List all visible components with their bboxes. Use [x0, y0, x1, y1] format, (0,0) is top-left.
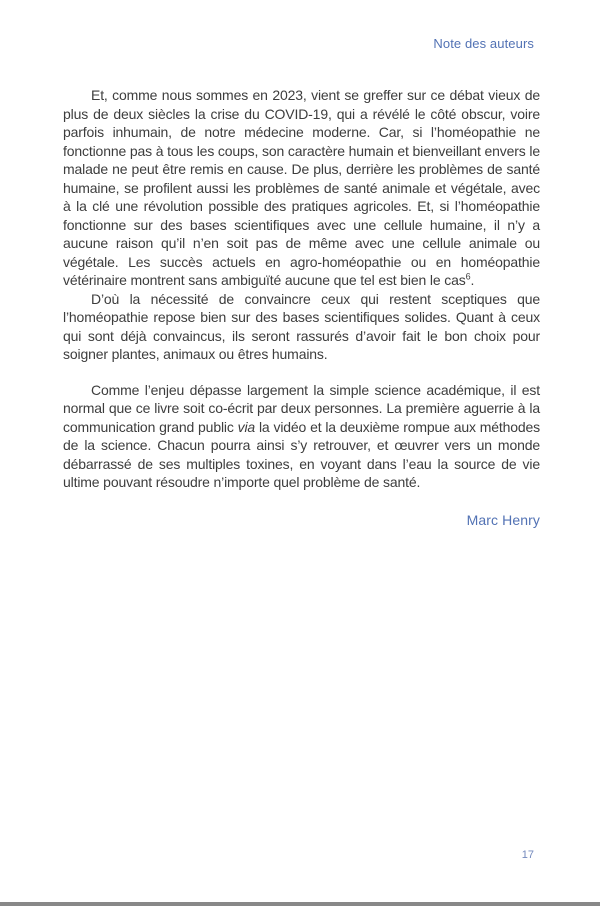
page-number: 17	[521, 849, 534, 861]
paragraph-debat-covid	[63, 86, 540, 290]
footnote-marker: 6	[465, 271, 471, 282]
text-segment: Comme l’enjeu dépasse largement la simple science académique, il est normal que ce livre soit co-écrit par deux personnes. La première aguerrie à la communication grand public	[63, 381, 540, 435]
paragraph-necessite-convaincre	[63, 290, 540, 364]
paragraph-enjeu-coecrit	[63, 381, 540, 492]
text-segment: la vidéo et la deuxième rompue aux méthodes de la science. Chacun pourra ainsi s’y retrouver, et œuvrer vers un monde débarrassé de ses multiples toxines, en voyant dans l’eau la source de vie ultime pouvant résoudre n’importe quel problème de santé.	[63, 418, 540, 490]
text-segment: D’où la nécessité de convaincre ceux qui restent sceptiques que l’homéopathie repose bien sur des bases scientifiques solides. Quant à ceux qui sont déjà convaincus, ils seront rassurés d’avoir fait le bon choix pour soigner plantes, animaux ou êtres humains.	[63, 290, 540, 362]
page-edge-bar	[0, 902, 600, 906]
text-segment: via	[237, 418, 256, 435]
running-header: Note des auteurs	[433, 36, 534, 51]
body-text	[63, 86, 540, 529]
text-segment: Et, comme nous sommes en 2023, vient se greffer sur ce débat vieux de plus de deux siècles la crise du COVID-19, qui a révélé le côté obscur, voire parfois inhumain, de notre médecine moderne. Car, si l’homéopathie ne fonctionne pas à tous les coups, son caractère humain et bienveillant envers le malade ne peut être remis en cause. De plus, derrière les problèmes de santé humaine, se profilent aussi les problèmes de santé animale et végétale, avec à la clé une révolution possible des pratiques agricoles. Et, si l’homéopathie fonctionne sur des bases scientifiques avec une cellule humaine, il n’y a aucune raison qu’il n’en soit pas de même avec une cellule animale ou végétale. Les succès actuels en agro-homéopathie ou en homéopathie vétérinaire montrent sans ambiguïté aucune que tel est bien le cas	[63, 87, 540, 288]
author-signature: Marc Henry	[466, 511, 540, 528]
text-segment: .	[470, 272, 475, 288]
